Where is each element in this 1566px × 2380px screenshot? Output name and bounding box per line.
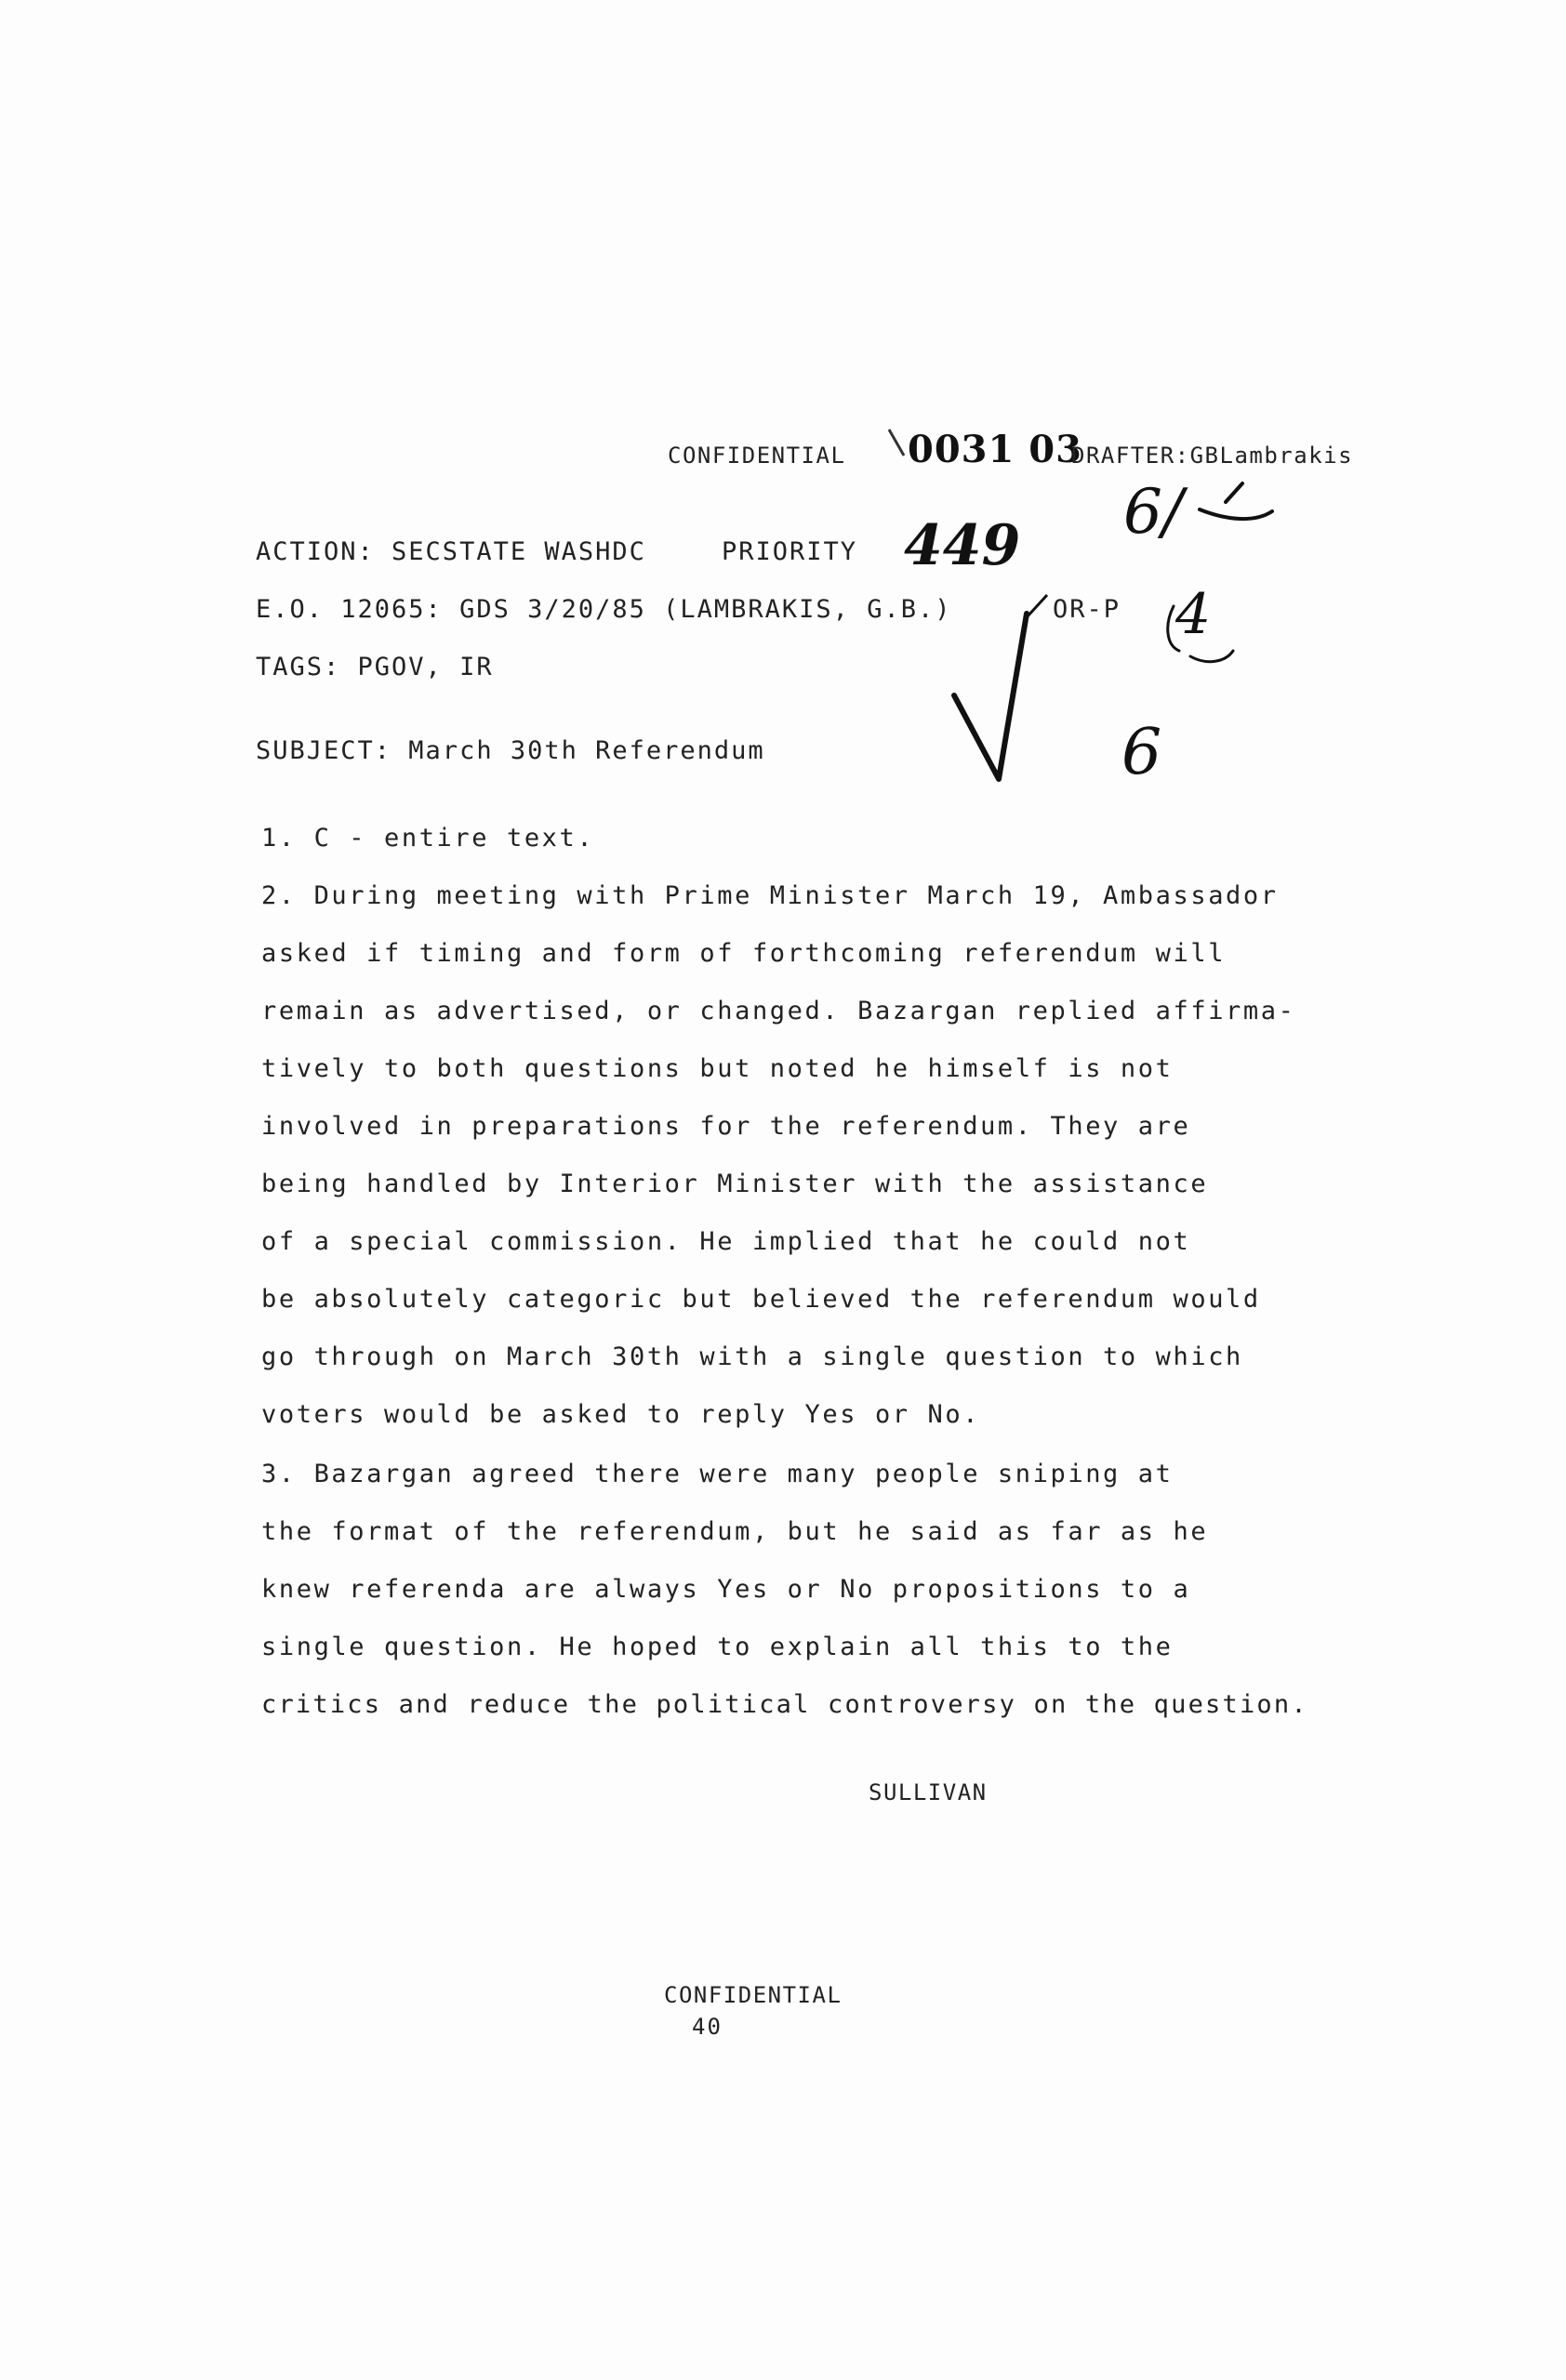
body-line: asked if timing and form of forthcoming referendum will [261,939,1227,968]
body-line: critics and reduce the political controversy on the question. [261,1690,1308,1719]
subject-line: SUBJECT: March 30th Referendum [256,736,765,765]
handwritten-initials: 6/ [1123,476,1184,548]
serial-number: 0031 03 [908,428,1082,471]
slash-stroke [1027,595,1047,617]
body-line: voters would be asked to reply Yes or No. [261,1400,981,1429]
body-line: the format of the referendum, but he said as far as he [261,1517,1209,1546]
body-line: knew referenda are always Yes or No propositions to a [261,1575,1191,1604]
orp-label: OR-P [1053,595,1121,624]
handwritten-six: 6 [1121,716,1162,789]
body-line: 3. Bazargan agreed there were many people sniping at [261,1460,1174,1488]
page-number: 40 [692,2014,723,2040]
header-classification: CONFIDENTIAL [668,443,846,469]
signature: SULLIVAN [869,1779,988,1805]
handwritten-priority-number: 449 [904,513,1021,578]
body-line: single question. He hoped to explain all this to the [261,1633,1174,1661]
handwritten-side-mark: 4 [1175,582,1212,647]
eo-line: E.O. 12065: GDS 3/20/85 (LAMBRAKIS, G.B.) [256,595,952,624]
footer-classification: CONFIDENTIAL [664,1982,843,2008]
priority-label: PRIORITY [722,537,858,566]
body-line: be absolutely categoric but believed the referendum would [261,1285,1261,1314]
body-line: involved in preparations for the referendum. They are [261,1112,1191,1141]
initials-flourish [1200,483,1272,519]
checkmark-icon [954,614,1027,779]
body-line: tively to both questions but noted he himself is not [261,1054,1174,1083]
body-line: go through on March 30th with a single question to which [261,1342,1243,1371]
body-line: being handled by Interior Minister with the assistance [261,1170,1209,1198]
body-line: of a special commission. He implied that he could not [261,1227,1191,1256]
tags-line: TAGS: PGOV, IR [256,653,494,681]
action-line: ACTION: SECSTATE WASHDC [256,537,646,566]
body-line: 2. During meeting with Prime Minister March 19, Ambassador [261,881,1279,910]
drafter-line: DRAFTER:GBLambrakis [1071,443,1354,469]
body-line: remain as advertised, or changed. Bazargan replied affirma- [261,997,1296,1025]
body-line: 1. C - entire text. [261,824,595,853]
serial-swoosh [889,430,904,456]
